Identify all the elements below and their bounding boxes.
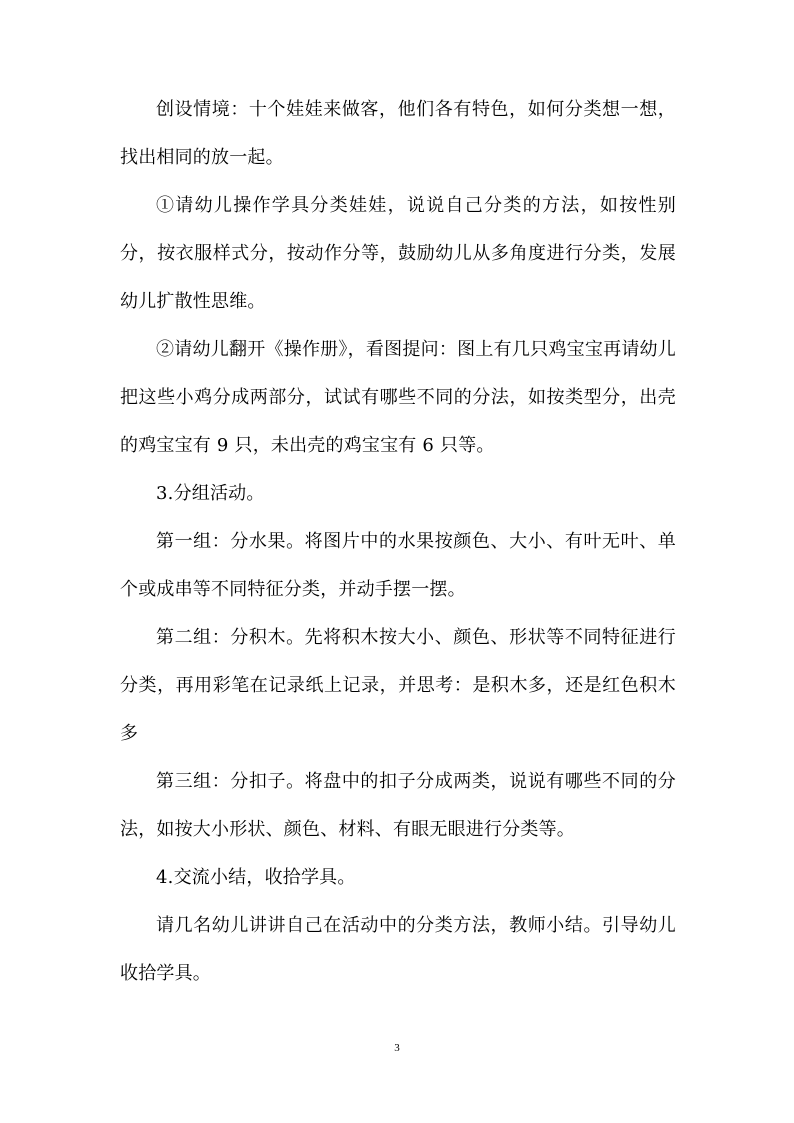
paragraph-group-2: 第二组：分积木。先将积木按大小、颜色、形状等不同特征进行分类，再用彩笔在记录纸上记录，并思考：是积木多，还是红色积木多 <box>120 627 676 744</box>
section-heading-group-activity: 3.分组活动。 <box>156 483 265 504</box>
paragraph-scenario: 创设情境：十个娃娃来做客，他们各有特色，如何分类想一想，找出相同的放一起。 <box>120 99 676 168</box>
paragraph-group-1: 第一组：分水果。将图片中的水果按颜色、大小、有叶无叶、单个或成串等不同特征分类，并动手摆一摆。 <box>120 531 676 600</box>
paragraph-step-1: ①请幼儿操作学具分类娃娃，说说自己分类的方法，如按性别分，按衣服样式分，按动作分等，鼓励幼儿从多角度进行分类，发展幼儿扩散性思维。 <box>120 195 676 312</box>
paragraph-summary: 请几名幼儿讲讲自己在活动中的分类方法，教师小结。引导幼儿收拾学具。 <box>120 915 676 984</box>
page-number: 3 <box>394 1042 400 1054</box>
section-heading-summary: 4.交流小结，收拾学具。 <box>156 867 356 888</box>
paragraph-group-3: 第三组：分扣子。将盘中的扣子分成两类，说说有哪些不同的分法，如按大小形状、颜色、材料、有眼无眼进行分类等。 <box>120 771 676 840</box>
paragraph-step-2: ②请幼儿翻开《操作册》，看图提问：图上有几只鸡宝宝再请幼儿把这些小鸡分成两部分，试试有哪些不同的分法，如按类型分，出壳的鸡宝宝有 9 只，未出壳的鸡宝宝有 6 只等。 <box>120 339 676 456</box>
